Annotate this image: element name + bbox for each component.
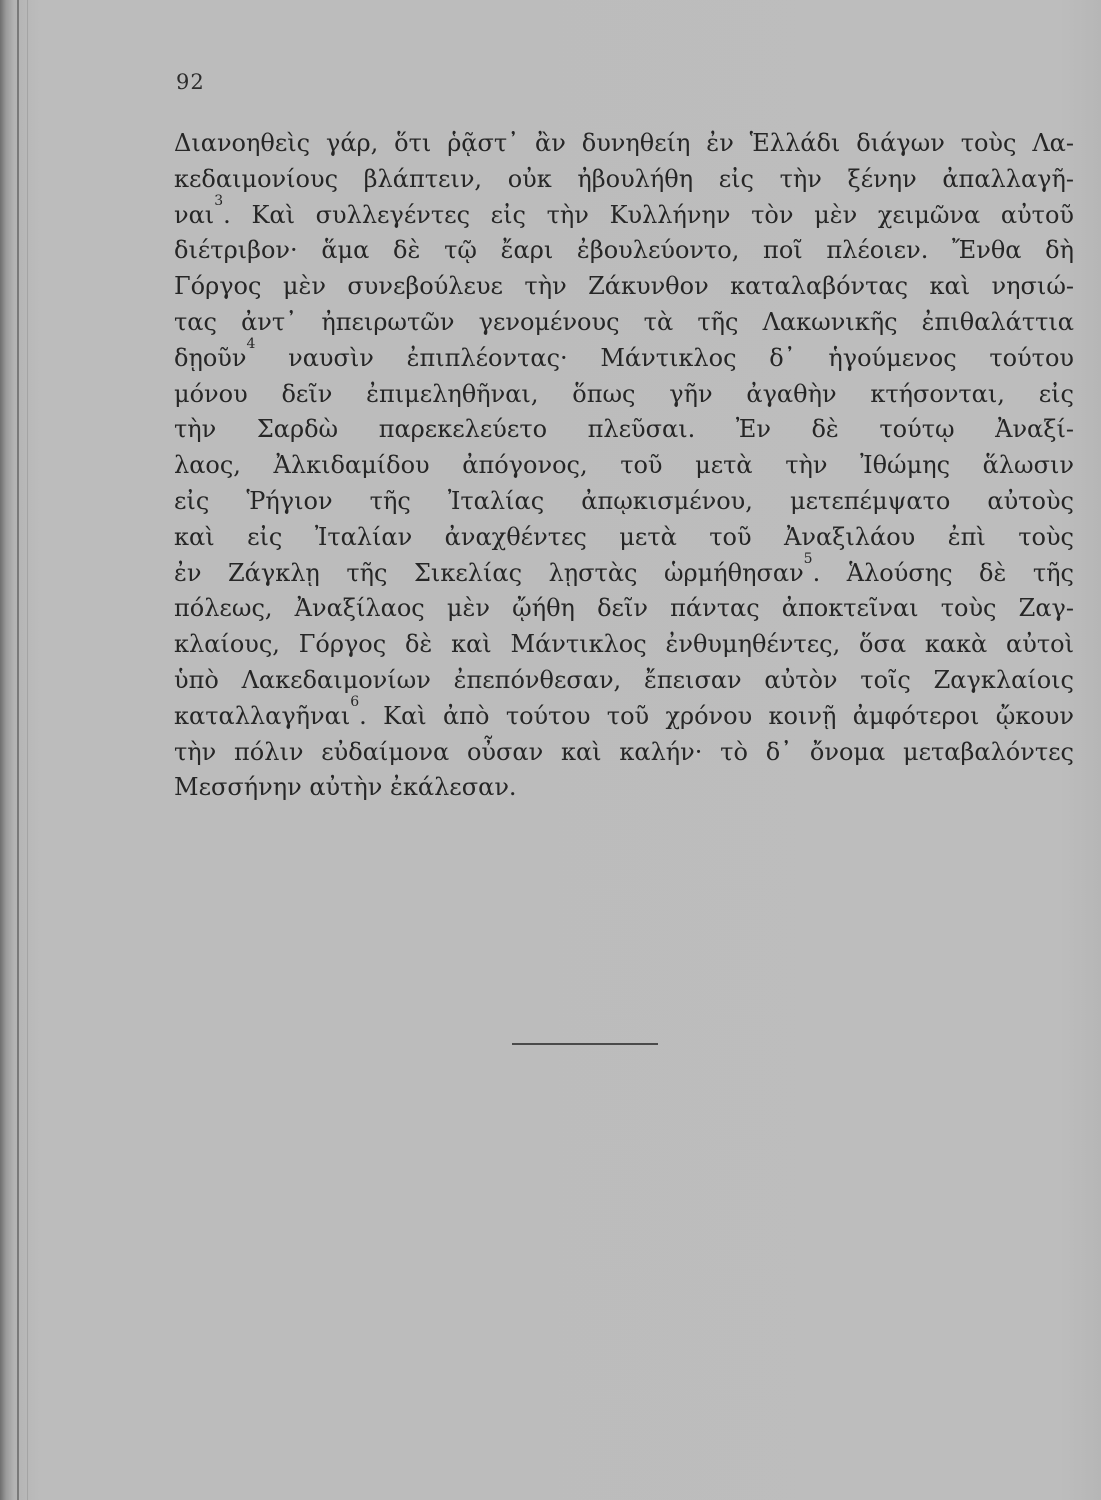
footnote-marker: 3 — [214, 192, 224, 209]
text-line — [174, 377, 1074, 413]
footnote-marker: 6 — [350, 693, 360, 710]
text-line-content: τὴν πόλιν εὐδαίμονα οὖσαν καὶ καλήν· τὸ δ᾽ ὄνομα μεταβαλόντες — [174, 737, 1074, 766]
text-line — [174, 269, 1074, 305]
text-fragment: . Ἁλούσης δὲ τῆς — [812, 558, 1074, 587]
text-line — [174, 591, 1074, 627]
text-line-content: ὑπὸ Λακεδαιμονίων ἐπεπόνθεσαν, ἔπεισαν αὐτὸν τοῖς Ζαγκλαίοις — [174, 665, 1074, 694]
text-line — [174, 520, 1074, 556]
text-line — [174, 627, 1074, 663]
text-line-content: μόνου δεῖν ἐπιμεληθῆναι, ὅπως γῆν ἀγαθὴν κτήσονται, εἰς — [174, 379, 1074, 408]
text-fragment: καταλλαγῆναι — [174, 701, 351, 730]
text-line — [174, 412, 1074, 448]
text-line-content: τὴν Σαρδὼ παρεκελεύετο πλεῦσαι. Ἐν δὲ τούτῳ Ἀναξί- — [174, 415, 1074, 444]
text-line — [174, 233, 1074, 269]
page-binding-edge — [17, 0, 19, 1500]
text-line-content: κεδαιμονίους βλάπτειν, οὐκ ἠβουλήθη εἰς τὴν ξένην ἀπαλλαγῆ- — [174, 164, 1074, 193]
text-line-content — [174, 192, 1074, 234]
body-text — [174, 126, 1074, 806]
footnote-marker: 5 — [803, 550, 813, 567]
text-line — [174, 484, 1074, 520]
text-line-content — [174, 693, 1074, 735]
text-line — [174, 448, 1074, 484]
text-line-content: Διανοηθεὶς γάρ, ὅτι ῥᾷστ᾽ ἂν δυνηθείη ἐν Ἑλλάδι διάγων τοὺς Λα- — [174, 129, 1074, 157]
text-line-content: τας ἀντ᾽ ἠπειρωτῶν γενομένους τὰ τῆς Λακωνικῆς ἐπιθαλάττια — [174, 307, 1074, 336]
text-line — [174, 305, 1074, 341]
text-line — [174, 162, 1074, 198]
text-line-content — [174, 335, 1074, 377]
text-line — [174, 693, 1074, 735]
section-end-rule — [512, 1043, 658, 1045]
text-line-content: Γόργος μὲν συνεβούλευε τὴν Ζάκυνθον καταλαβόντας καὶ νησιώ- — [174, 272, 1074, 301]
text-line-last — [174, 770, 1074, 806]
text-line-content — [174, 550, 1074, 592]
text-line-content: πόλεως, Ἀναξίλαος μὲν ᾤήθη δεῖν πάντας ἀποκτεῖναι τοὺς Ζαγ- — [174, 594, 1074, 623]
text-fragment: . Καὶ ἀπὸ τούτου τοῦ χρόνου κοινῇ ἀμφότεροι ᾤκουν — [359, 701, 1074, 730]
text-line — [174, 335, 1074, 377]
text-line-content: καὶ εἰς Ἰταλίαν ἀναχθέντες μετὰ τοῦ Ἀναξιλάου ἐπὶ τοὺς — [174, 522, 1074, 551]
text-fragment: δῃοῦν — [174, 343, 247, 372]
text-fragment: ἐν Ζάγκλῃ τῆς Σικελίας λῃστὰς ὡρμήθησαν — [174, 558, 804, 587]
text-line — [174, 663, 1074, 699]
text-line — [174, 126, 1074, 162]
text-fragment: ναι — [174, 200, 215, 229]
text-line — [174, 192, 1074, 234]
page-number: 92 — [176, 70, 205, 94]
footnote-marker: 4 — [246, 335, 256, 352]
text-fragment: ναυσὶν ἐπιπλέοντας· Μάντικλος δ᾽ ἡγούμενος τούτου — [255, 343, 1074, 372]
text-line-content: διέτριβον· ἅμα δὲ τῷ ἔαρι ἐβουλεύοντο, ποῖ πλέοιεν. Ἔνθα δὴ — [174, 236, 1074, 265]
page-binding-edge-inner — [27, 0, 28, 1500]
text-line — [174, 550, 1074, 592]
text-line-content: Μεσσήνην αὐτὴν ἐκάλεσαν. — [174, 773, 517, 802]
text-line — [174, 735, 1074, 771]
text-line-content: εἰς Ῥήγιον τῆς Ἰταλίας ἀπῳκισμένου, μετεπέμψατο αὐτοὺς — [174, 486, 1074, 515]
text-fragment: . Καὶ συλλεγέντες εἰς τὴν Κυλλήνην τὸν μὲν χειμῶνα αὐτοῦ — [223, 200, 1074, 229]
text-line-content: λαος, Ἀλκιδαμίδου ἀπόγονος, τοῦ μετὰ τὴν Ἰθώμης ἅλωσιν — [174, 451, 1074, 480]
text-line-content: κλαίους, Γόργος δὲ καὶ Μάντικλος ἐνθυμηθέντες, ὅσα κακὰ αὐτοὶ — [174, 630, 1074, 659]
